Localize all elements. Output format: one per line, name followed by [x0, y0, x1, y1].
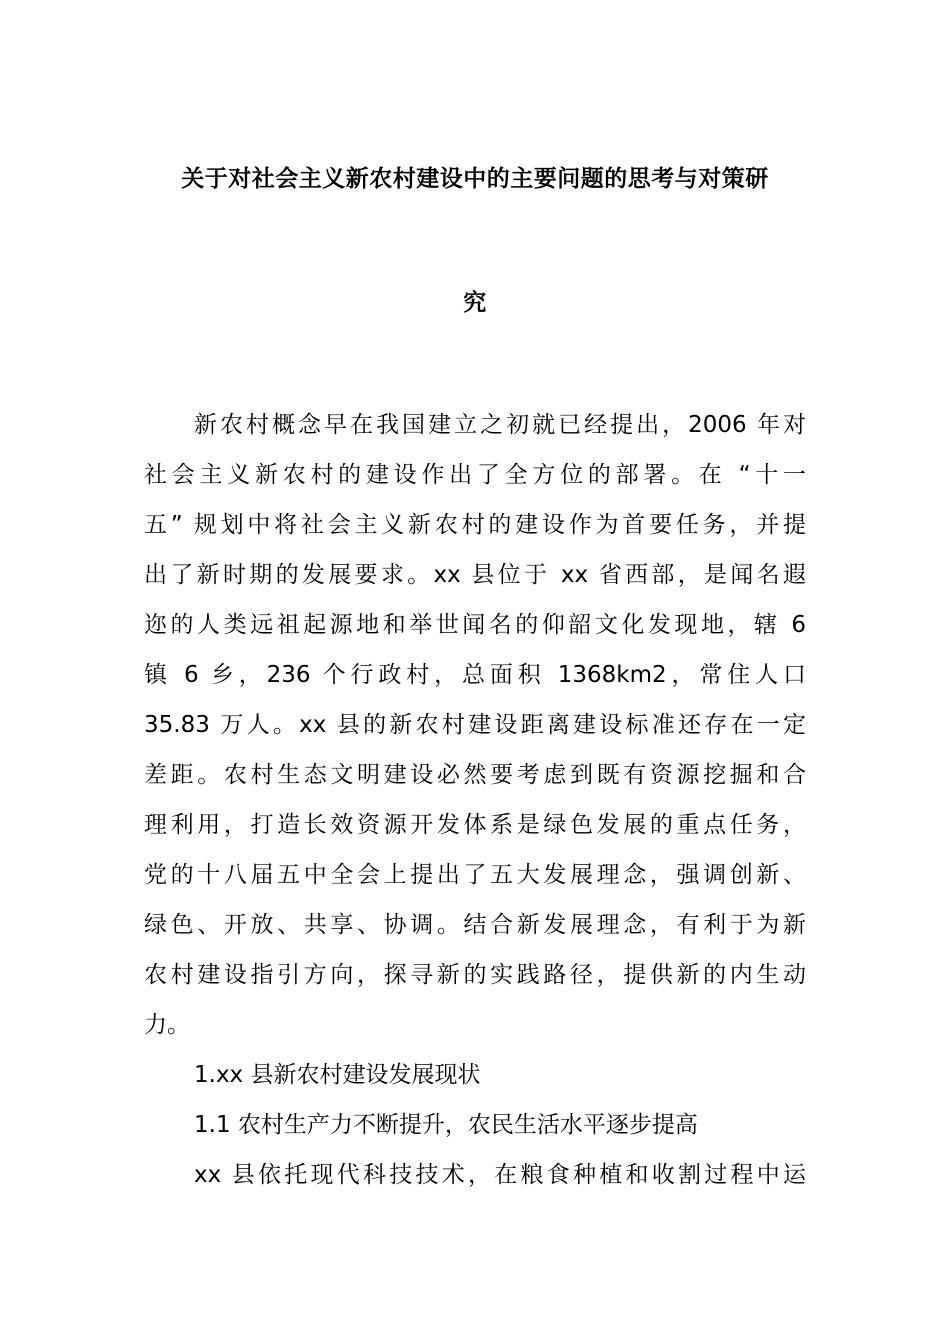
document-body [144, 400, 806, 1200]
section-heading-1-1: 1.1 农村生产力不断提升，农民生活水平逐步提高 [194, 1112, 698, 1138]
document-title-line-1: 关于对社会主义新农村建设中的主要问题的思考与对策研 [181, 166, 769, 192]
paragraph-1-line: 出了新时期的发展要求。xx 县位于 xx 省西部，是闻名遐 [144, 562, 806, 588]
paragraph-1-line: 35.83 万人。xx 县的新农村建设距离建设标准还存在一定 [144, 712, 806, 738]
paragraph-1-line: 绿色、开放、共享、协调。结合新发展理念，有利于为新 [144, 912, 806, 938]
section-heading-1: 1.xx 县新农村建设发展现状 [194, 1062, 481, 1088]
paragraph-1-line: 新农村概念早在我国建立之初就已经提出，2006 年对 [194, 412, 806, 438]
paragraph-1-line: 社会主义新农村的建设作出了全方位的部署。在 “十一 [144, 462, 806, 488]
document-title-line-2: 究 [463, 290, 487, 316]
paragraph-1-line: 镇 6 乡，236 个行政村，总面积 1368km2，常住人口 [144, 662, 806, 688]
paragraph-2-line: xx 县依托现代科技技术，在粮食种植和收割过程中运 [194, 1162, 806, 1188]
paragraph-1-line: 力。 [144, 1012, 190, 1038]
paragraph-1-line: 差距。农村生态文明建设必然要考虑到既有资源挖掘和合 [144, 762, 806, 788]
paragraph-1-line: 党的十八届五中全会上提出了五大发展理念，强调创新、 [144, 862, 806, 888]
paragraph-1-line: 理利用，打造长效资源开发体系是绿色发展的重点任务， [144, 812, 806, 838]
paragraph-1-line: 农村建设指引方向，探寻新的实践路径，提供新的内生动 [144, 962, 806, 988]
paragraph-1-line: 迩的人类远祖起源地和举世闻名的仰韶文化发现地，辖 6 [144, 612, 806, 638]
paragraph-1-line: 五” 规划中将社会主义新农村的建设作为首要任务，并提 [144, 512, 806, 538]
